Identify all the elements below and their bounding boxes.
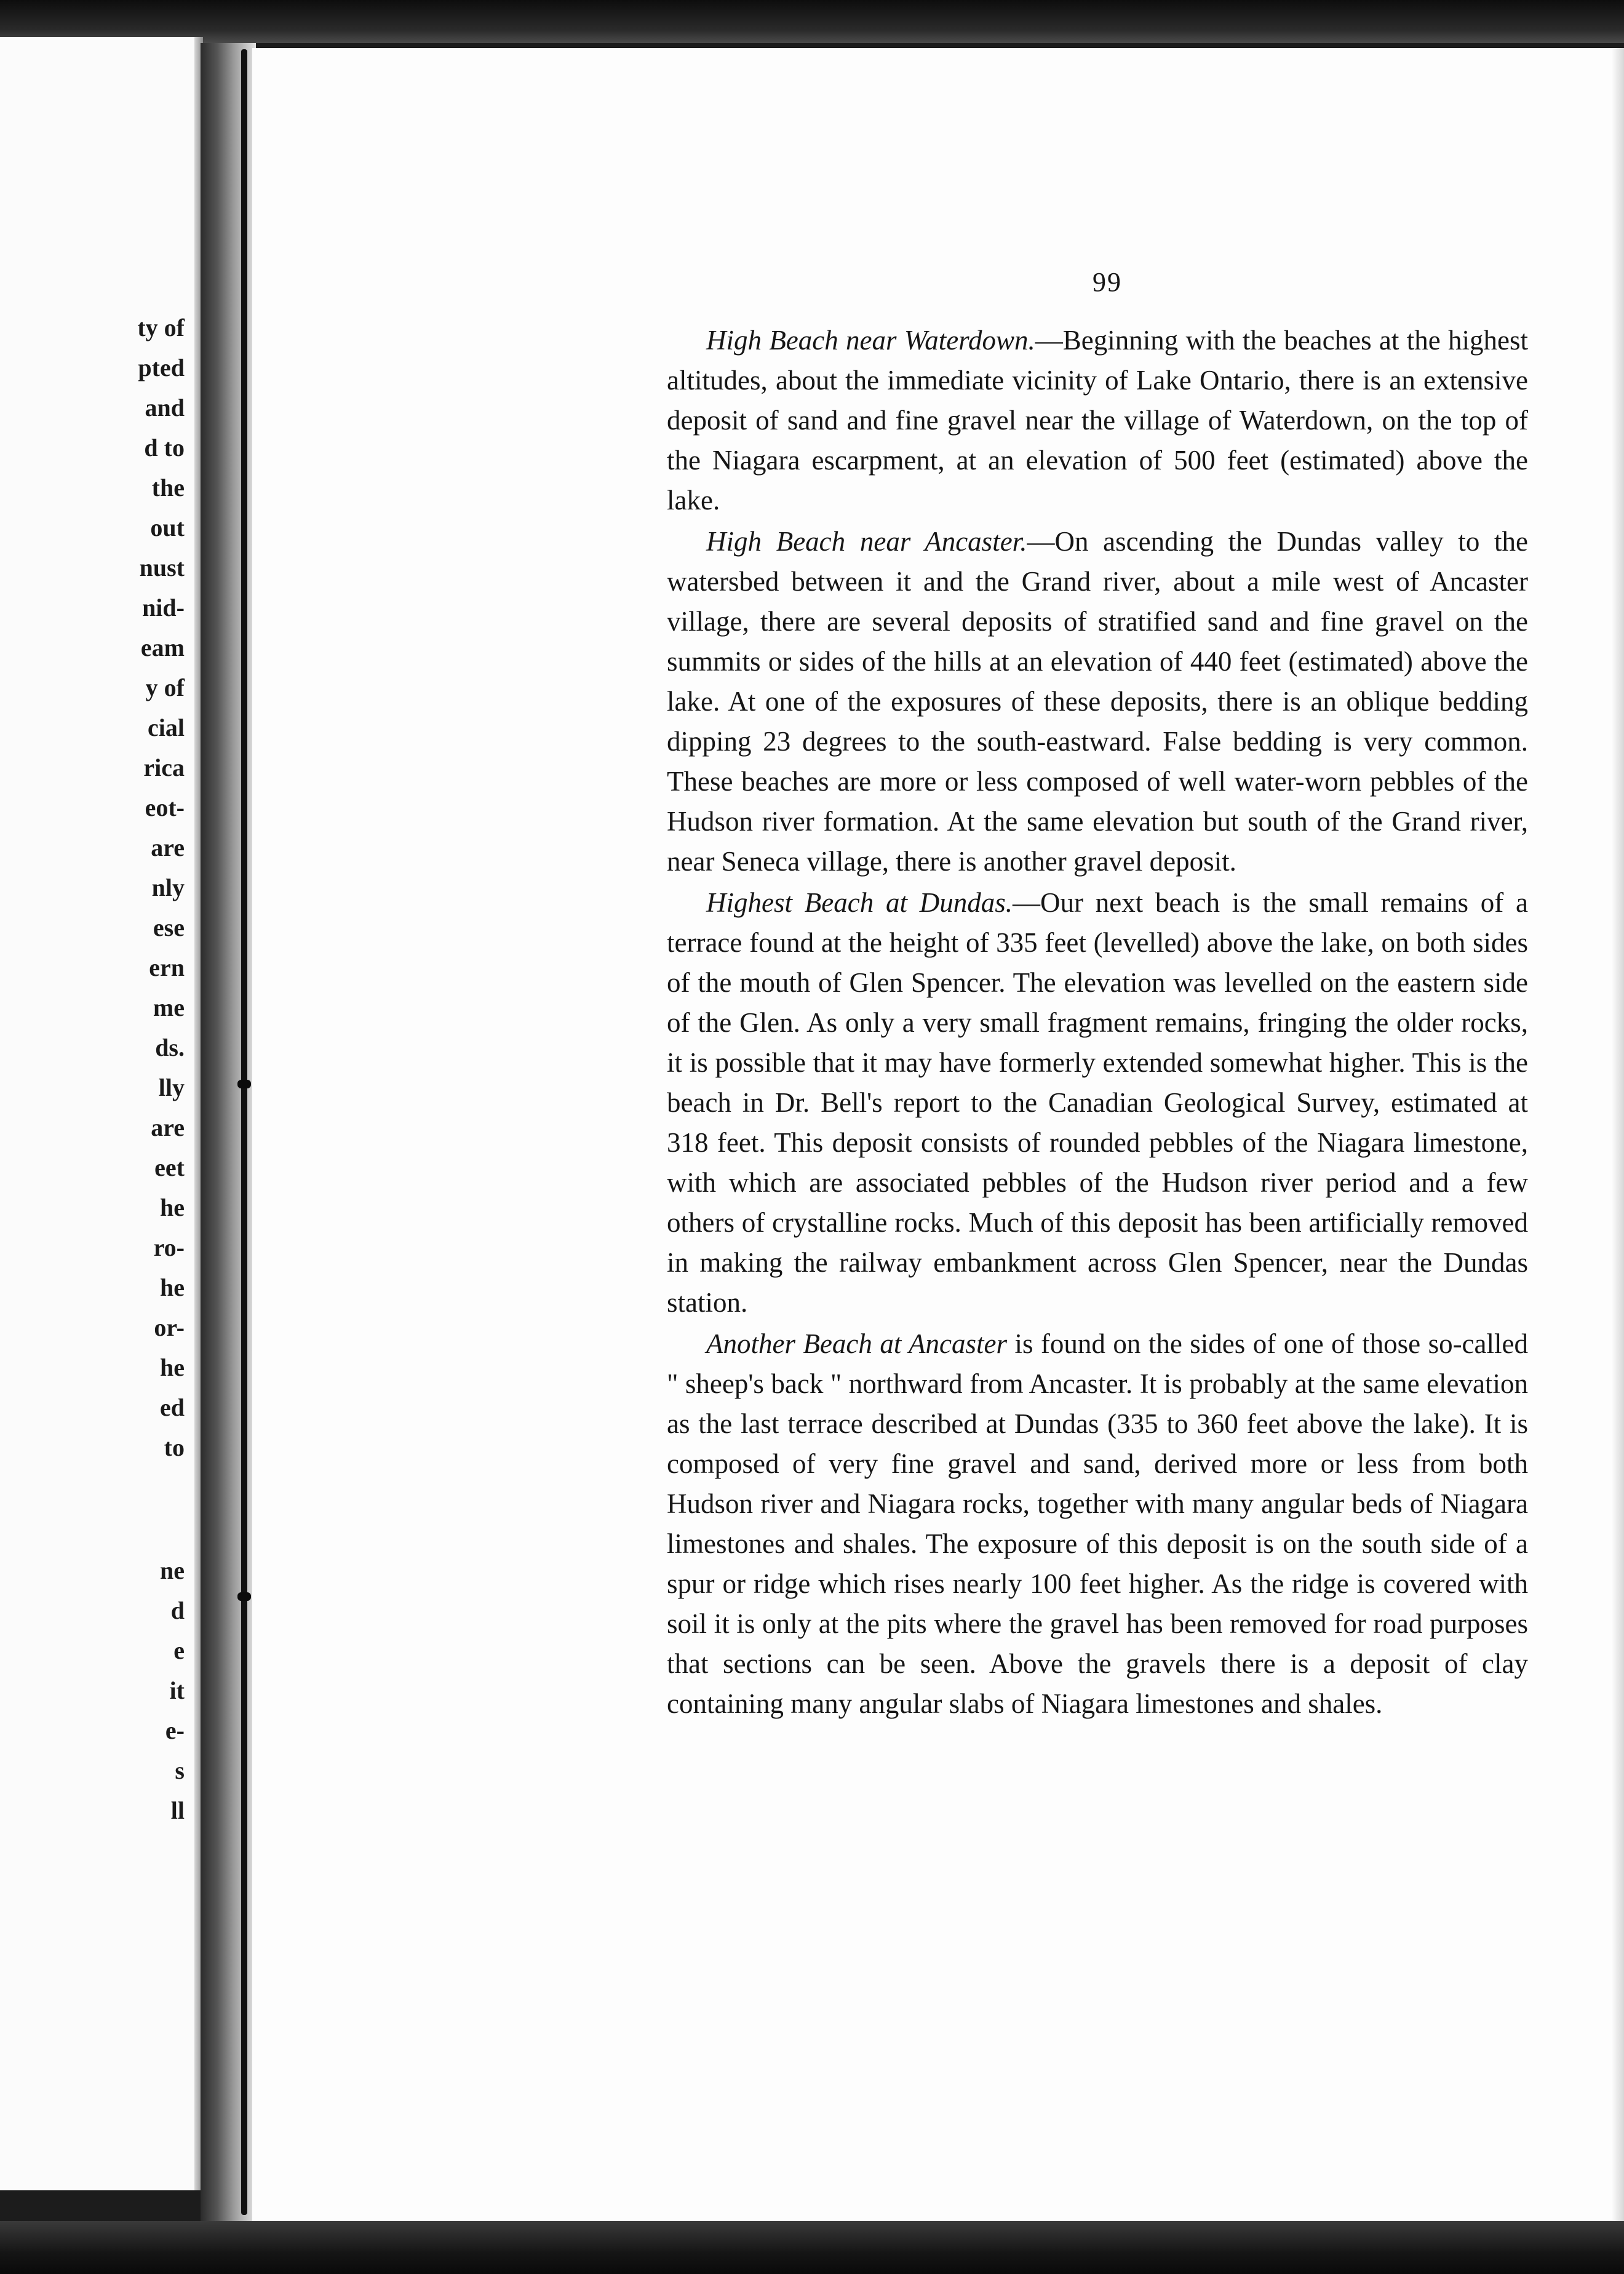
paragraph-heading: High Beach near Waterdown.	[706, 325, 1035, 356]
scanner-top-band	[0, 0, 1624, 43]
fragment-line: he	[160, 1354, 185, 1381]
fragment-line: lly	[158, 1074, 185, 1101]
fragment-line: d to	[144, 434, 185, 461]
fragment-line: eet	[154, 1154, 185, 1181]
facing-page-text-top	[0, 308, 185, 1467]
fragment-line: e-	[165, 1717, 185, 1744]
fragment-line: are	[151, 834, 185, 861]
fragment-line: ty of	[137, 314, 185, 341]
binding-mark	[237, 1592, 251, 1601]
fragment-line: and	[145, 394, 185, 421]
fragment-line: rica	[143, 754, 185, 781]
paragraph-dundas	[667, 883, 1528, 1323]
paragraph-ancaster-high	[667, 522, 1528, 882]
fragment-line: s	[175, 1757, 185, 1784]
fragment-line: the	[151, 474, 185, 501]
book-gutter	[201, 43, 256, 2221]
fragment-line: ro-	[153, 1234, 185, 1261]
paragraph-heading: Another Beach at Ancaster	[706, 1328, 1007, 1359]
fragment-line: ds.	[155, 1034, 185, 1061]
fragment-line: pted	[138, 354, 185, 381]
fragment-line: ern	[149, 954, 185, 981]
facing-page-left	[0, 37, 203, 2190]
main-page	[252, 48, 1624, 2223]
scanner-bottom-band	[0, 2221, 1624, 2274]
body-text	[667, 321, 1528, 1724]
fragment-line: me	[153, 994, 185, 1021]
fragment-line: e	[173, 1637, 185, 1664]
paragraph-body: —On ascending the Dundas valley to the watersbed between it and the Grand river, about a mile west of Ancaster village, there are several deposits of stratified sand and fine gravel on the summits or sides of the hills at an elevation of 440 feet (estimated) above the lake. At one of the exposures of these deposits, there is an oblique bedding dipping 23 degrees to the south-eastward. False bedding is very common. These beaches are more or less composed of well water-worn pebbles of the Hudson river formation. At the same elevation but south of the Grand river, near Seneca village, there is another gravel deposit.	[667, 526, 1528, 877]
fragment-line: ed	[160, 1394, 185, 1421]
fragment-line: nust	[139, 554, 185, 581]
paragraph-body: —Beginning with the beaches at the highest altitudes, about the immediate vicinity of Lake Ontario, there is an extensive deposit of sand and fine gravel near the village of Waterdown, on the top of the Niagara escarpment, at an elevation of 500 feet (estimated) above the lake.	[667, 325, 1528, 516]
fragment-line: out	[150, 514, 185, 541]
binding-spine-line	[241, 49, 247, 2215]
fragment-line: ne	[160, 1557, 185, 1584]
fragment-line: it	[169, 1677, 185, 1704]
paragraph-heading: Highest Beach at Dundas.	[706, 887, 1013, 918]
page-number: 99	[1093, 267, 1122, 297]
fragment-line: d	[170, 1597, 185, 1624]
fragment-line: nly	[151, 874, 185, 901]
paragraph-waterdown	[667, 321, 1528, 521]
fragment-line: to	[164, 1434, 185, 1461]
fragment-line: eam	[140, 634, 185, 661]
fragment-line: cial	[148, 714, 185, 741]
paragraph-body: —Our next beach is the small remains of a terrace found at the height of 335 feet (levelled) above the lake, on both sides of the mouth of Glen Spencer. The elevation was levelled on the eastern side of the Glen. As only a very small fragment remains, fringing the older rocks, it is possible that it may have formerly extended somewhat higher. This is the beach in Dr. Bell's report to the Canadian Geological Survey, estimated at 318 feet. This deposit consists of rounded pebbles of the Niagara limestone, with which are associated pebbles of the Hudson river period and a few others of crystalline rocks. Much of this deposit has been artificially removed in making the railway embankment across Glen Spencer, near the Dundas station.	[667, 887, 1528, 1318]
paragraph-heading: High Beach near Ancaster.	[706, 526, 1027, 557]
facing-page-text-bottom	[0, 1550, 185, 1830]
fragment-line: he	[160, 1274, 185, 1301]
page-edge-shadow	[1612, 48, 1624, 2223]
fragment-line: ese	[153, 914, 185, 941]
fragment-line: eot-	[145, 794, 185, 821]
fragment-line: nid-	[142, 594, 185, 621]
paragraph-body: is found on the sides of one of those so-called " sheep's back " northward from Ancaster. It is probably at the same elevation as the last terrace described at Dundas (335 to 360 feet above the lake). It is composed of very fine gravel and sand, derived more or less from both Hudson river and Niagara rocks, together with many angular beds of Niagara limestones and shales. The exposure of this deposit is on the south side of a spur or ridge which rises nearly 100 feet higher. As the ridge is covered with soil it is only at the pits where the gravel has been removed for road purposes that sections can be seen. Above the gravels there is a deposit of clay containing many angular slabs of Niagara limestones and shales.	[667, 1328, 1528, 1719]
fragment-line: are	[151, 1114, 185, 1141]
fragment-line: or-	[154, 1314, 185, 1341]
paragraph-ancaster-another	[667, 1324, 1528, 1724]
fragment-line: he	[160, 1194, 185, 1221]
binding-mark	[237, 1080, 251, 1088]
fragment-line: y of	[145, 674, 185, 701]
fragment-line: ll	[170, 1797, 185, 1824]
